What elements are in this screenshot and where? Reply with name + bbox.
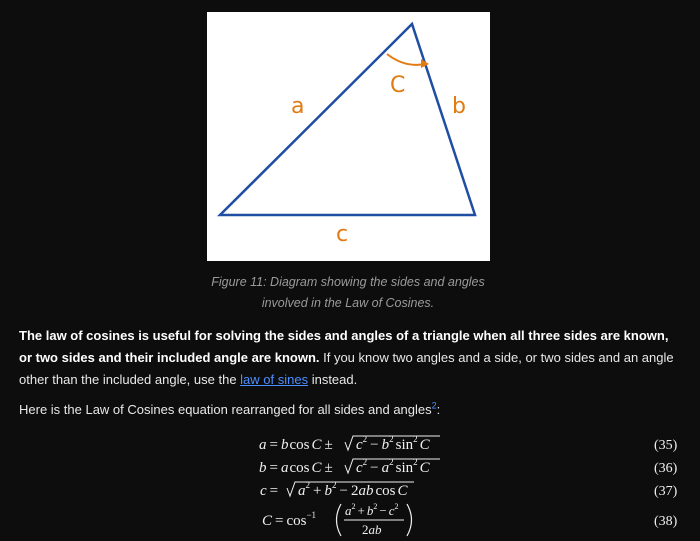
side-c-label: c bbox=[336, 222, 349, 247]
triangle-outline bbox=[220, 24, 475, 215]
footnote-link[interactable]: 2 bbox=[431, 400, 437, 411]
figure-caption bbox=[160, 272, 536, 314]
angle-c-label: C bbox=[390, 73, 406, 98]
side-b-label: b bbox=[452, 94, 466, 119]
svg-text:c=: c = bbox=[260, 483, 279, 499]
equations-block bbox=[0, 428, 700, 541]
triangle-diagram bbox=[207, 12, 490, 261]
equation-37 bbox=[260, 480, 414, 499]
equations-svg bbox=[0, 428, 700, 541]
side-a-label: a bbox=[291, 94, 305, 119]
equation-38 bbox=[262, 502, 412, 537]
angle-c-arc bbox=[387, 54, 425, 65]
equation-number-38: (38) bbox=[654, 514, 678, 529]
svg-text:c2−b2sin2C: $c^2 - b^2$ $\sin^2 C$ bbox=[356, 434, 430, 453]
equations-intro bbox=[19, 399, 684, 421]
equation-number-37: (37) bbox=[654, 484, 678, 499]
svg-text:b=acosC±: b = acos C ± bbox=[259, 460, 333, 476]
law-of-cosines-paragraph bbox=[19, 325, 684, 391]
paragraph-text: If you know two angles and a side, or two sides and an angle other than the included angle, use the bbox=[19, 350, 674, 387]
intro-suffix: : bbox=[436, 402, 441, 417]
equation-36 bbox=[259, 457, 440, 476]
svg-text:a=bcosC±: a = bcos C ± bbox=[259, 437, 333, 453]
caption-line-2: involved in the Law of Cosines. bbox=[261, 296, 435, 310]
equation-number-35: (35) bbox=[654, 438, 678, 453]
paragraph-tail: instead. bbox=[308, 372, 358, 387]
equation-35 bbox=[259, 434, 440, 453]
equation-number-36: (36) bbox=[654, 461, 678, 476]
svg-text:c2−a2sin2C: $c^2 - a^2$ $\sin^2 C$ bbox=[356, 457, 430, 476]
caption-line-1: Figure 11: Diagram showing the sides and angles bbox=[211, 275, 485, 289]
bold-summary: The law of cosines is useful for solving the sides and angles of a triangle when all three sides are known, or two sides and their included angle are known. bbox=[19, 328, 669, 365]
svg-text:a2+b2−2abcosC: $a^2 + b^2 - 2ab$ cos C bbox=[298, 480, 408, 499]
intro-text: Here is the Law of Cosines equation rearranged for all sides and angles bbox=[19, 402, 432, 417]
svg-text:2ab: 2ab bbox=[362, 522, 382, 537]
law-of-cosines-figure bbox=[207, 12, 490, 261]
law-of-sines-link[interactable]: law of sines bbox=[240, 372, 309, 387]
svg-text:a2+b2−c2: $a^2 + b^2 - c^2$ bbox=[345, 502, 399, 518]
svg-text:C=cos−1: $C = \cos^{-1}$ bbox=[262, 510, 317, 529]
